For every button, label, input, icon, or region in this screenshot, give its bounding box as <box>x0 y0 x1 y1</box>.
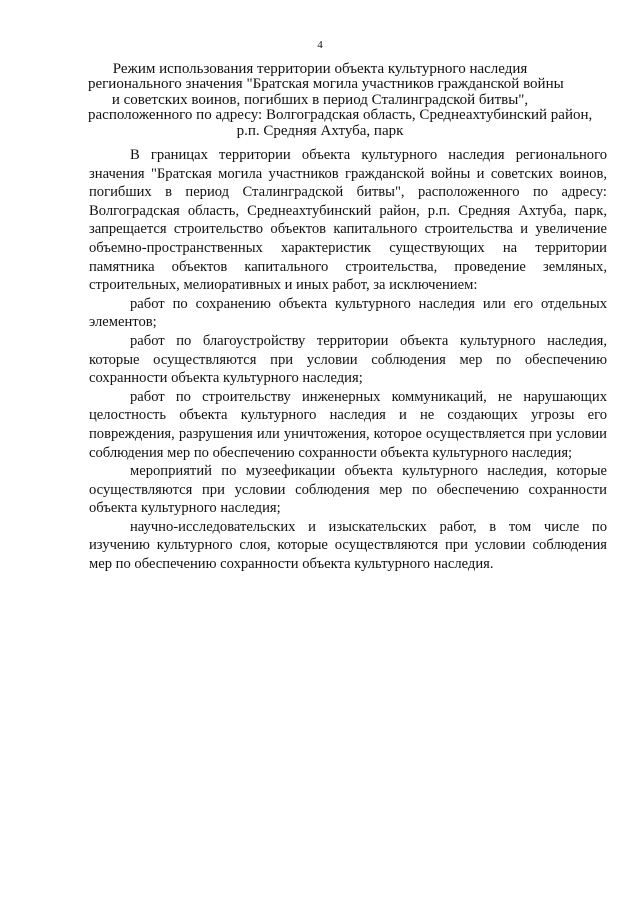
title-line: Режим использования территории объекта культурного наследия <box>112 61 528 77</box>
page-number: 4 <box>317 39 323 51</box>
exception-item: работ по строительству инженерных коммуникаций, не нарушающих целостность объекта культурного наследия и не создающих угрозы его повреждения, разрушения или уничтожения, которое осуществляется при условии соблюдения мер по обеспечению сохранности объекта культурного наследия; <box>89 388 607 461</box>
title-line: р.п. Средняя Ахтуба, парк <box>236 122 404 139</box>
title-line: расположенного по адресу: Волгоградская область, Среднеахтубинский район, <box>88 107 593 124</box>
document-body <box>89 146 607 574</box>
exception-item: работ по сохранению объекта культурного наследия или его отдельных элементов; <box>89 295 607 331</box>
document-title <box>88 61 593 139</box>
title-line: регионального значения "Братская могила участников гражданской войны <box>88 76 564 93</box>
exception-item: мероприятий по музеефикации объекта культурного наследия, которые осуществляются при условии соблюдения мер по обеспечению сохранности объекта культурного наследия; <box>89 463 607 517</box>
exception-item: работ по благоустройству территории объекта культурного наследия, которые осуществляются при условии соблюдения мер по обеспечению сохранности объекта культурного наследия; <box>89 332 607 387</box>
exception-item: научно-исследовательских и изыскательских работ, в том числе по изучению культурного слоя, которые осуществляются при условии соблюдения мер по обеспечению сохранности объекта культурного наследия. <box>89 518 607 573</box>
title-line: и советских воинов, погибших в период Сталинградской битвы", <box>111 91 529 108</box>
intro-paragraph: В границах территории объекта культурного наследия регионального значения "Братская могила участников гражданской войны и советских воинов, погибших в период Сталинградской битвы", расположенного по адресу: Волгоградская область, Среднеахтубинский район, р.п. Средняя Ахтуба, парк, запрещается строительство объектов капитального строительства и увеличение объемно-пространственных характеристик существующих на территории памятника объектов капитального строительства, проведение земляных, строительных, мелиоративных и иных работ, за исключением: <box>89 147 607 294</box>
